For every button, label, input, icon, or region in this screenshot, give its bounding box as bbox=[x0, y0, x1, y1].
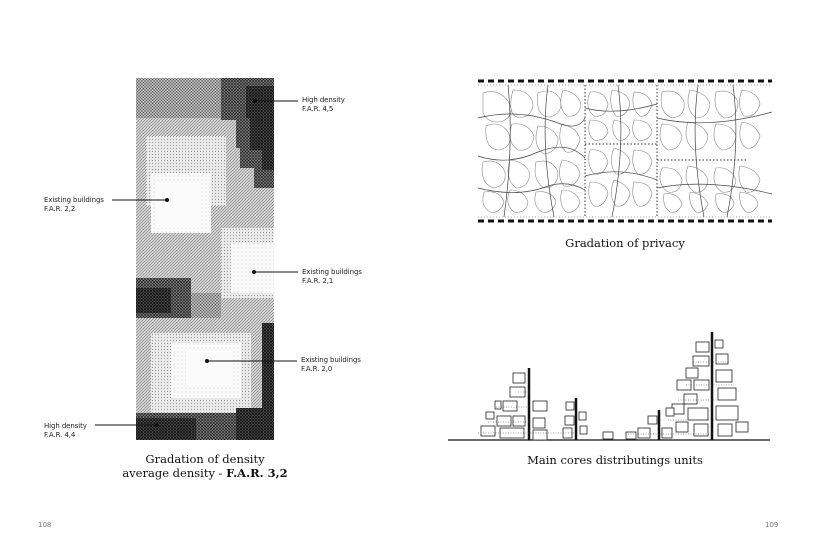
label-existing-2-0 bbox=[301, 356, 361, 374]
label-title: Existing buildings bbox=[44, 196, 104, 204]
label-value: F.A.R. 2,1 bbox=[302, 277, 334, 285]
label-title: High density bbox=[44, 422, 87, 430]
label-value: F.A.R. 4,4 bbox=[44, 431, 76, 439]
cores-diagram bbox=[448, 330, 770, 442]
label-high-density-bottom bbox=[44, 422, 87, 440]
privacy-diagram bbox=[478, 78, 772, 224]
page-number-left: 108 bbox=[38, 521, 52, 529]
caption-line-2 bbox=[110, 466, 300, 480]
label-existing-2-2 bbox=[44, 196, 104, 214]
label-value: F.A.R. 2,2 bbox=[44, 205, 76, 213]
page-number-right: 109 bbox=[765, 521, 779, 529]
label-title: Existing buildings bbox=[301, 356, 361, 364]
label-value: F.A.R. 4,5 bbox=[302, 105, 334, 113]
label-value: F.A.R. 2,0 bbox=[301, 365, 333, 373]
caption-prefix: average density - bbox=[122, 466, 227, 480]
density-caption bbox=[110, 452, 300, 480]
label-title: Existing buildings bbox=[302, 268, 362, 276]
cores-caption: Main cores distributings units bbox=[527, 453, 703, 467]
label-title: High density bbox=[302, 96, 345, 104]
label-high-density-top bbox=[302, 96, 345, 114]
label-existing-2-1 bbox=[302, 268, 362, 286]
privacy-caption: Gradation of privacy bbox=[565, 236, 685, 250]
caption-line-1: Gradation of density bbox=[145, 452, 265, 466]
caption-bold: F.A.R. 3,2 bbox=[226, 466, 288, 480]
